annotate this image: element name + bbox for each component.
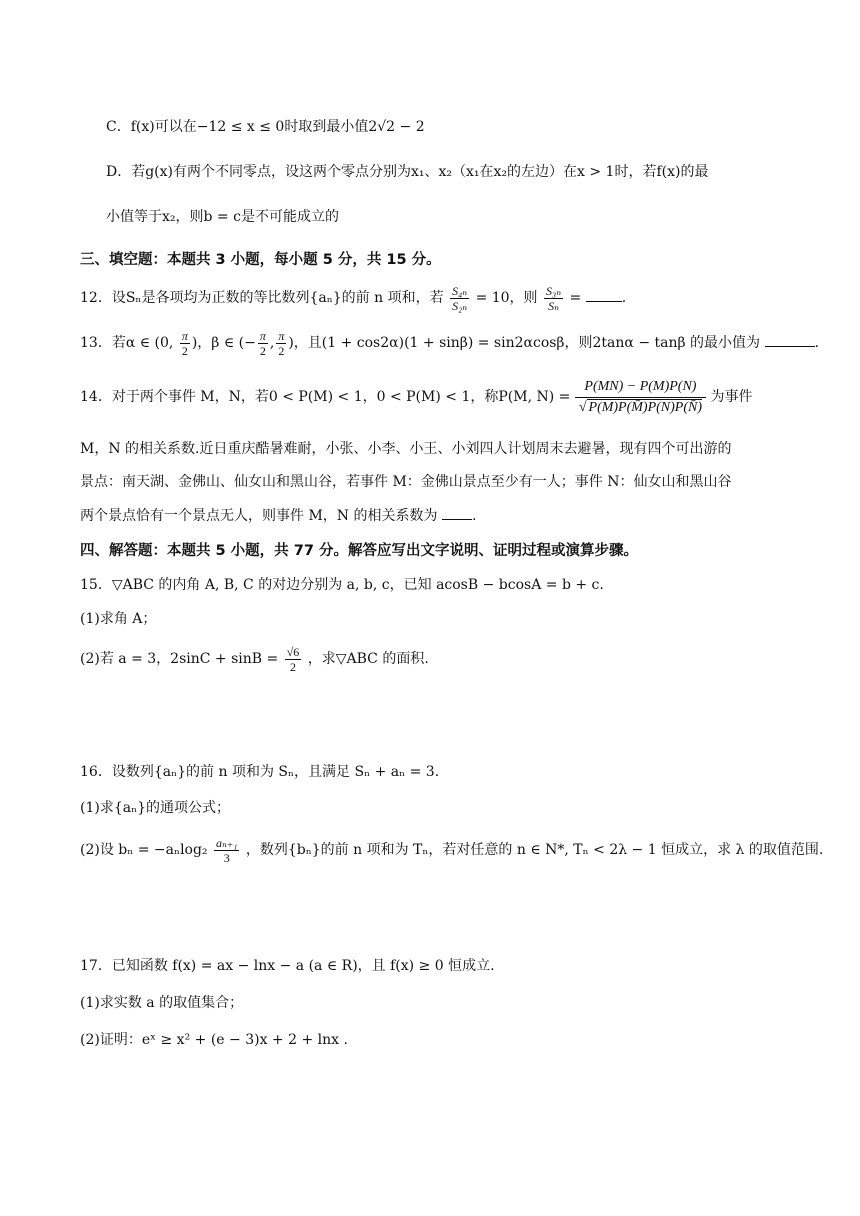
question-15-part-2 <box>80 642 790 676</box>
q16-fraction-denominator: 3 <box>223 850 230 865</box>
q13-fraction-2-denominator: 2 <box>259 343 266 358</box>
question-14-line-1 <box>80 375 790 419</box>
option-c: C．f(x)可以在−12 ≤ x ≤ 0时取到最小值2√2 − 2 <box>106 119 425 135</box>
q12-fraction-2-numerator: S₃ₙ <box>546 283 562 298</box>
q13-text-mid3: )，且(1 + cos2α)(1 + sinβ) = sin2αcosβ，则2tanα − tanβ 的最小值为 <box>288 335 761 351</box>
q13-fraction-2-numerator: π <box>259 328 266 343</box>
question-17-part-1: (1)求实数 a 的取值集合； <box>80 995 244 1011</box>
question-15-stem: 15．▽ABC 的内角 A, B, C 的对边分别为 a, b, c，已知 acosB − bcosA = b + c. <box>80 577 604 593</box>
q16-fraction <box>214 836 239 865</box>
q13-text-mid1: )，β ∈ (− <box>191 335 256 351</box>
q14-end: . <box>471 508 477 524</box>
q12-fraction-2 <box>544 284 563 313</box>
q14-text-post: 为事件 <box>710 389 753 405</box>
q14-text-pre: 14．对于两个事件 M，N，若0 < P(M) < 1，0 < P(M) < 1，称P(M, N) = <box>80 389 571 405</box>
q15-part-2-pre: (2)若 a = 3，2sinC + sinB = <box>80 651 279 667</box>
q12-text-pre: 12．设Sₙ是各项均为正数的等比数列{aₙ}的前 n 项和，若 <box>80 290 444 306</box>
question-16-part-2 <box>80 832 824 868</box>
question-12 <box>80 282 790 314</box>
section-answer-heading: 四、解答题：本题共 5 小题，共 77 分。解答应写出文字说明、证明过程或演算步骤。 <box>80 543 638 559</box>
q14-answer-blank <box>442 505 472 520</box>
question-13 <box>80 326 819 360</box>
q16-fraction-numerator: aₙ₊₁ <box>216 835 238 850</box>
question-17-stem: 17．已知函数 f(x) = ax − lnx − a (a ∈ R)，且 f(x) ≥ 0 恒成立. <box>80 958 495 974</box>
q14-correlation-formula <box>575 377 706 418</box>
q13-text-pre: 13．若α ∈ (0, <box>80 335 174 351</box>
q13-end: . <box>814 335 819 351</box>
q12-answer-blank <box>586 287 622 302</box>
q12-fraction-1-numerator: S₄ₙ <box>452 283 468 298</box>
question-17-part-2: (2)证明：eˣ ≥ x² + (e − 3)x + 2 + lnx . <box>80 1032 348 1048</box>
q16-part-2-post: ，数列{bₙ}的前 n 项和为 Tₙ，若对任意的 n ∈ N*, Tₙ < 2λ − 1 恒成立，求 λ 的取值范围. <box>245 842 824 858</box>
q13-fraction-3-denominator: 2 <box>278 343 285 358</box>
q15-fraction-denominator: 2 <box>290 659 296 674</box>
q13-fraction-3-numerator: π <box>278 328 285 343</box>
q14-line-4-text: 两个景点恰有一个景点无人，则事件 M，N 的相关系数为 <box>80 508 438 524</box>
q15-part-2-post: ，求▽ABC 的面积. <box>307 651 429 667</box>
section-fill-in-heading: 三、填空题：本题共 3 小题，每小题 5 分，共 15 分。 <box>80 252 441 268</box>
q14-formula-denominator: √ P(M)P(M̄)P(N)P(N̄) <box>578 399 703 415</box>
q12-text-post: = <box>569 290 582 306</box>
q13-fraction-1 <box>180 329 190 358</box>
q12-fraction-1 <box>450 284 469 313</box>
q15-fraction-numerator: √6 <box>286 644 300 659</box>
q12-text-mid: = 10，则 <box>475 290 538 306</box>
q13-fraction-1-numerator: π <box>181 328 188 343</box>
q15-fraction <box>285 645 302 674</box>
q13-fraction-1-denominator: 2 <box>181 343 188 358</box>
q14-formula-numerator: P(MN) − P(M)P(N) <box>575 377 706 398</box>
option-d-line-1: D．若g(x)有两个不同零点，设这两个零点分别为x₁、x₂（x₁在x₂的左边）在x > 1时，若f(x)的最 <box>106 164 709 180</box>
q12-fraction-1-denominator: S₂ₙ <box>452 298 468 313</box>
question-14-line-4 <box>80 504 790 528</box>
q14-formula-denominator-radicand: P(M)P(M̄)P(N)P(N̄) <box>588 399 703 415</box>
question-16-stem: 16．设数列{aₙ}的前 n 项和为 Sₙ，且满足 Sₙ + aₙ = 3. <box>80 764 440 780</box>
question-15-part-1: (1)求角 A； <box>80 611 157 627</box>
option-d-line-2: 小值等于x₂，则b = c是不可能成立的 <box>106 209 339 225</box>
question-16-part-1: (1)求{aₙ}的通项公式； <box>80 800 231 816</box>
q13-fraction-2 <box>258 329 268 358</box>
question-14-line-3: 景点：南天湖、金佛山、仙女山和黑山谷，若事件 M：金佛山景点至少有一人；事件 N：仙女山和黑山谷 <box>80 474 732 490</box>
q12-fraction-2-denominator: Sₙ <box>548 298 559 313</box>
q16-part-2-pre: (2)设 bₙ = −aₙlog₂ <box>80 842 208 858</box>
q13-fraction-3 <box>276 329 286 358</box>
q13-text-mid2: , <box>269 335 275 351</box>
q13-answer-blank <box>765 332 815 347</box>
q12-end: . <box>621 290 627 306</box>
question-14-line-2: M，N 的相关系数.近日重庆酷暑难耐，小张、小李、小王、小刘四人计划周末去避暑，现有四个可出游的 <box>80 441 732 457</box>
